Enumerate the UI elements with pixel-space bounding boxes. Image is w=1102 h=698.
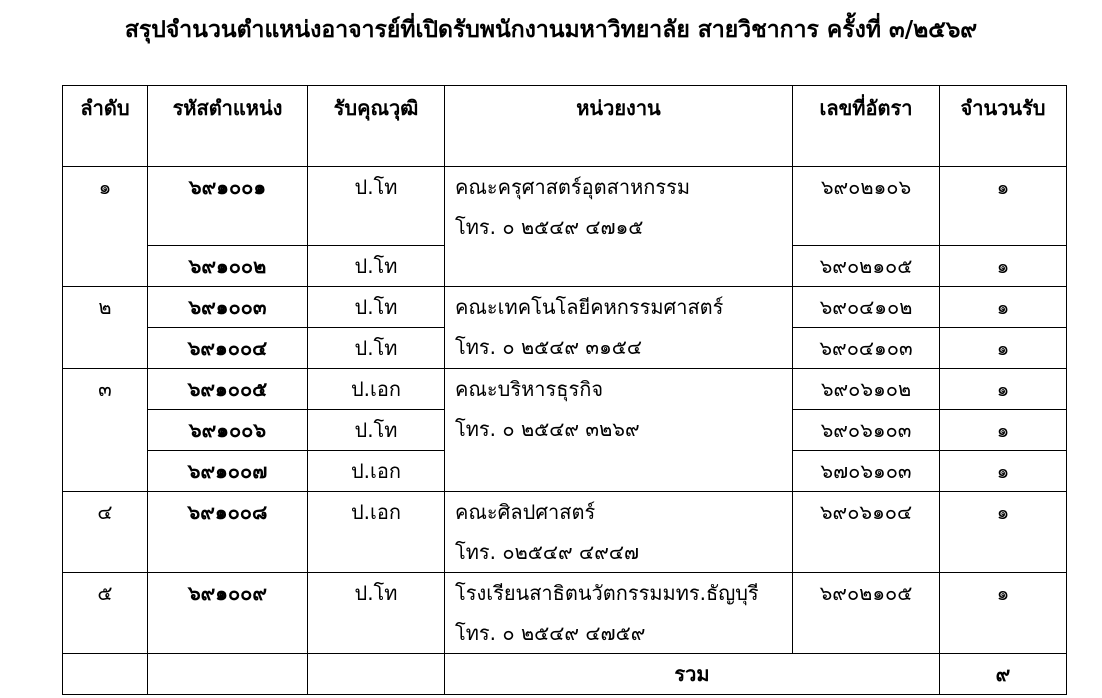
total-label: รวม: [445, 654, 940, 695]
table-row: [63, 369, 1067, 410]
rate-number: ๖๙๐๔๑๐๒: [793, 287, 940, 328]
rate-number: ๖๙๐๒๑๐๖: [793, 167, 940, 246]
row-no: ๒: [63, 287, 148, 369]
qualification: ป.โท: [308, 287, 445, 328]
position-code: ๖๙๑๐๐๕: [148, 369, 308, 410]
header-no: ลำดับ: [63, 86, 148, 167]
page-title: สรุปจำนวนตำแหน่งอาจารย์ที่เปิดรับพนักงานมหาวิทยาลัย สายวิชาการ ครั้งที่ ๓/๒๕๖๙: [124, 17, 978, 43]
department-cell: [445, 573, 793, 654]
qualification: ป.โท: [308, 573, 445, 654]
table-row: [63, 573, 1067, 654]
department-phone: โทร. ๐ ๒๕๔๙ ๔๗๑๕: [455, 215, 644, 239]
department-name: โรงเรียนสาธิตนวัตกรรมมทร.ธัญบุรี: [455, 581, 759, 605]
count: ๑: [940, 451, 1067, 492]
header-rate-number: เลขที่อัตรา: [793, 86, 940, 167]
position-code: ๖๙๑๐๐๘: [148, 492, 308, 573]
department-name: คณะครุศาสตร์อุตสาหกรรม: [455, 175, 691, 199]
count: ๑: [940, 492, 1067, 573]
row-no: ๑: [63, 167, 148, 287]
table-row: [63, 492, 1067, 573]
rate-number: ๖๙๐๖๑๐๒: [793, 369, 940, 410]
count: ๑: [940, 573, 1067, 654]
qualification: ป.โท: [308, 167, 445, 246]
rate-number: ๖๗๐๖๑๐๓: [793, 451, 940, 492]
qualification: ป.เอก: [308, 451, 445, 492]
count: ๑: [940, 410, 1067, 451]
department-cell: [445, 369, 793, 492]
count: ๑: [940, 246, 1067, 287]
header-department: หน่วยงาน: [445, 86, 793, 167]
position-code: ๖๙๑๐๐๔: [148, 328, 308, 369]
rate-number: ๖๙๐๖๑๐๓: [793, 410, 940, 451]
rate-number: ๖๙๐๔๑๐๓: [793, 328, 940, 369]
total-empty-cell: [63, 654, 148, 695]
qualification: ป.โท: [308, 328, 445, 369]
qualification: ป.เอก: [308, 369, 445, 410]
total-empty-cell: [148, 654, 308, 695]
department-cell: [445, 167, 793, 287]
total-row: [63, 654, 1067, 695]
position-code: ๖๙๑๐๐๖: [148, 410, 308, 451]
row-no: ๕: [63, 573, 148, 654]
table-header-row: [63, 86, 1067, 167]
row-no: ๓: [63, 369, 148, 492]
count: ๑: [940, 369, 1067, 410]
total-empty-cell: [308, 654, 445, 695]
position-code: ๖๙๑๐๐๗: [148, 451, 308, 492]
qualification: ป.เอก: [308, 492, 445, 573]
qualification: ป.โท: [308, 410, 445, 451]
department-name: คณะศิลปศาสตร์: [455, 500, 596, 524]
department-name: คณะบริหารธุรกิจ: [455, 377, 604, 401]
qualification: ป.โท: [308, 246, 445, 287]
position-code: ๖๙๑๐๐๑: [148, 167, 308, 246]
department-phone: โทร. ๐๒๕๔๙ ๔๙๔๗: [455, 540, 640, 564]
department-phone: โทร. ๐ ๒๕๔๙ ๔๗๕๙: [455, 621, 646, 645]
count: ๑: [940, 328, 1067, 369]
department-name: คณะเทคโนโลยีคหกรรมศาสตร์: [455, 295, 724, 319]
rate-number: ๖๙๐๒๑๐๕: [793, 246, 940, 287]
rate-number: ๖๙๐๖๑๐๔: [793, 492, 940, 573]
table-row: [63, 287, 1067, 328]
positions-table: [62, 85, 1067, 695]
header-code: รหัสตำแหน่ง: [148, 86, 308, 167]
row-no: ๔: [63, 492, 148, 573]
header-qualification: รับคุณวุฒิ: [308, 86, 445, 167]
department-cell: [445, 492, 793, 573]
department-phone: โทร. ๐ ๒๕๔๙ ๓๑๕๔: [455, 335, 643, 359]
position-code: ๖๙๑๐๐๙: [148, 573, 308, 654]
total-value: ๙: [940, 654, 1067, 695]
header-count: จำนวนรับ: [940, 86, 1067, 167]
department-phone: โทร. ๐ ๒๕๔๙ ๓๒๖๙: [455, 417, 640, 441]
count: ๑: [940, 287, 1067, 328]
position-code: ๖๙๑๐๐๒: [148, 246, 308, 287]
count: ๑: [940, 167, 1067, 246]
rate-number: ๖๙๐๒๑๐๕: [793, 573, 940, 654]
table-row: [63, 167, 1067, 246]
department-cell: [445, 287, 793, 369]
position-code: ๖๙๑๐๐๓: [148, 287, 308, 328]
